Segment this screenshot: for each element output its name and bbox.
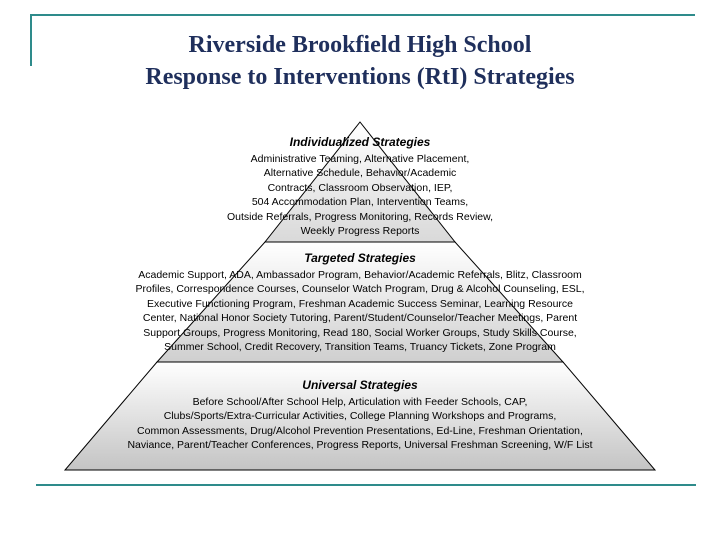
tier-universal xyxy=(0,378,720,453)
tier-heading-targeted: Targeted Strategies xyxy=(304,251,416,265)
tier-individualized xyxy=(0,135,720,238)
tier-text-line: Support Groups, Progress Monitoring, Read 180, Social Worker Groups, Study Skills Course, xyxy=(143,326,577,339)
tier-text-line: Alternative Schedule, Behavior/Academic xyxy=(263,167,457,180)
tier-text-line: Clubs/Sports/Extra-Curricular Activities, College Planning Workshops and Programs, xyxy=(163,410,557,423)
tier-text-line: Weekly Progress Reports xyxy=(300,225,420,238)
tier-text-line: Academic Support, ADA, Ambassador Program, Behavior/Academic Referrals, Blitz, Classroom xyxy=(138,269,582,281)
tier-text-line: Administrative Teaming, Alternative Placement, xyxy=(250,153,470,165)
tier-text-line: 504 Accommodation Plan, Intervention Teams, xyxy=(251,196,469,209)
tier-text-line: Center, National Honor Society Tutoring, Parent/Student/Counselor/Teacher Meetings, Parent xyxy=(142,312,578,325)
tier-text-line: Common Assessments, Drug/Alcohol Prevention Presentations, Ed-Line, Freshman Orientation, xyxy=(137,424,583,437)
tier-heading-individualized: Individualized Strategies xyxy=(289,135,431,149)
tier-text-line: Summer School, Credit Recovery, Transition Teams, Truancy Tickets, Zone Program xyxy=(164,341,556,354)
slide-subtitle: Response to Interventions (RtI) Strategies xyxy=(145,64,575,90)
tier-targeted xyxy=(0,251,720,354)
tier-text-line: Executive Functioning Program, Freshman Academic Success Seminar, Learning Resource xyxy=(146,297,574,310)
tier-text-line: Before School/After School Help, Articulation with Feeder Schools, CAP, xyxy=(192,396,528,408)
slide-title: Riverside Brookfield High School xyxy=(188,32,532,58)
tier-text-line: Naviance, Parent/Teacher Conferences, Progress Reports, Universal Freshman Screening, W/F List xyxy=(127,439,593,452)
tier-heading-universal: Universal Strategies xyxy=(302,378,418,392)
tier-text-line: Contracts, Classroom Observation, IEP, xyxy=(267,181,453,194)
tier-text-line: Outside Referrals, Progress Monitoring, Records Review, xyxy=(226,210,494,223)
tier-text-line: Profiles, Correspondence Courses, Counselor Watch Program, Drug & Alcohol Counseling, ESL, xyxy=(135,283,585,296)
